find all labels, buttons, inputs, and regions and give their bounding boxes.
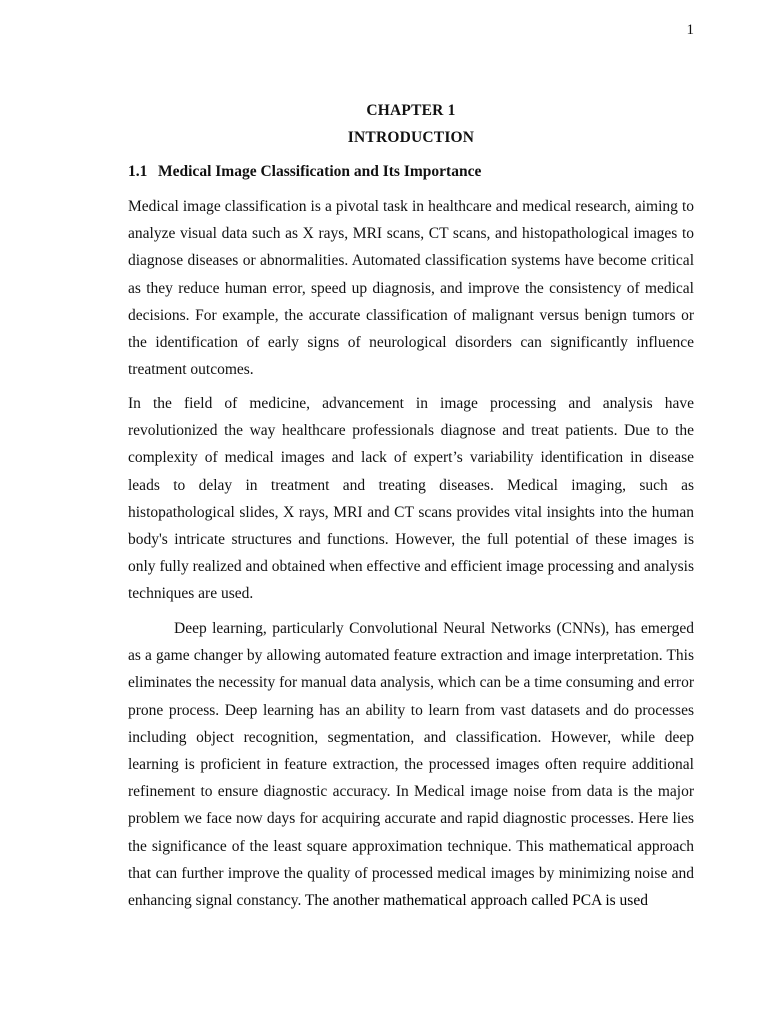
paragraph-3 <box>128 615 694 914</box>
chapter-title: INTRODUCTION <box>347 129 475 146</box>
section-number: 1.1 <box>128 163 148 180</box>
chapter-label: CHAPTER 1 <box>366 102 456 119</box>
page-number: 1 <box>686 22 694 38</box>
section-heading <box>128 163 481 181</box>
paragraph-1: Medical image classification is a pivotal task in healthcare and medical research, aiming to analyze visual data such as X rays, MRI scans, CT scans, and histopathological images to diagnose diseases or abnormalities. Automated classification systems have become critical as they reduce human error, speed up diagnosis, and improve the consistency of medical decisions. For example, the accurate classification of malignant versus benign tumors or the identification of early signs of neurological disorders can significantly influence treatment outcomes. <box>128 198 694 379</box>
paragraph-2: In the field of medicine, advancement in image processing and analysis have revolutionized the way healthcare professionals diagnose and treat patients. Due to the complexity of medical images and lack of expert’s variability identification in disease leads to delay in treatment and treating diseases. Medical imaging, such as histopathological slides, X rays, MRI and CT scans provides vital insights into the human body's intricate structures and functions. However, the full potential of these images is only fully realized and obtained when effective and efficient image processing and analysis techniques are used. <box>128 395 694 603</box>
paragraph-3-body: Deep learning, particularly Convolutional Neural Networks (CNNs), has emerged as a game changer by allowing automated feature extraction and image interpretation. This eliminates the necessity for manual data analysis, which can be a time consuming and error prone process. Deep learning has an ability to learn from vast datasets and do processes including object recognition, segmentation, and classification. However, while deep learning is proficient in feature extraction, the processed images often require additional refinement to ensure diagnostic accuracy. In Medical image noise from data is the major problem we face now days for acquiring accurate and rapid diagnostic processes. Here lies the significance of the least square approximation technique. This mathematical approach that can further improve the quality of processed medical images by minimizing noise and enhancing signal constancy. <box>128 620 694 910</box>
section-title: Medical Image Classification and Its Importance <box>158 163 482 180</box>
paragraph-3-tail: The another mathematical approach called PCA is used <box>301 892 648 910</box>
